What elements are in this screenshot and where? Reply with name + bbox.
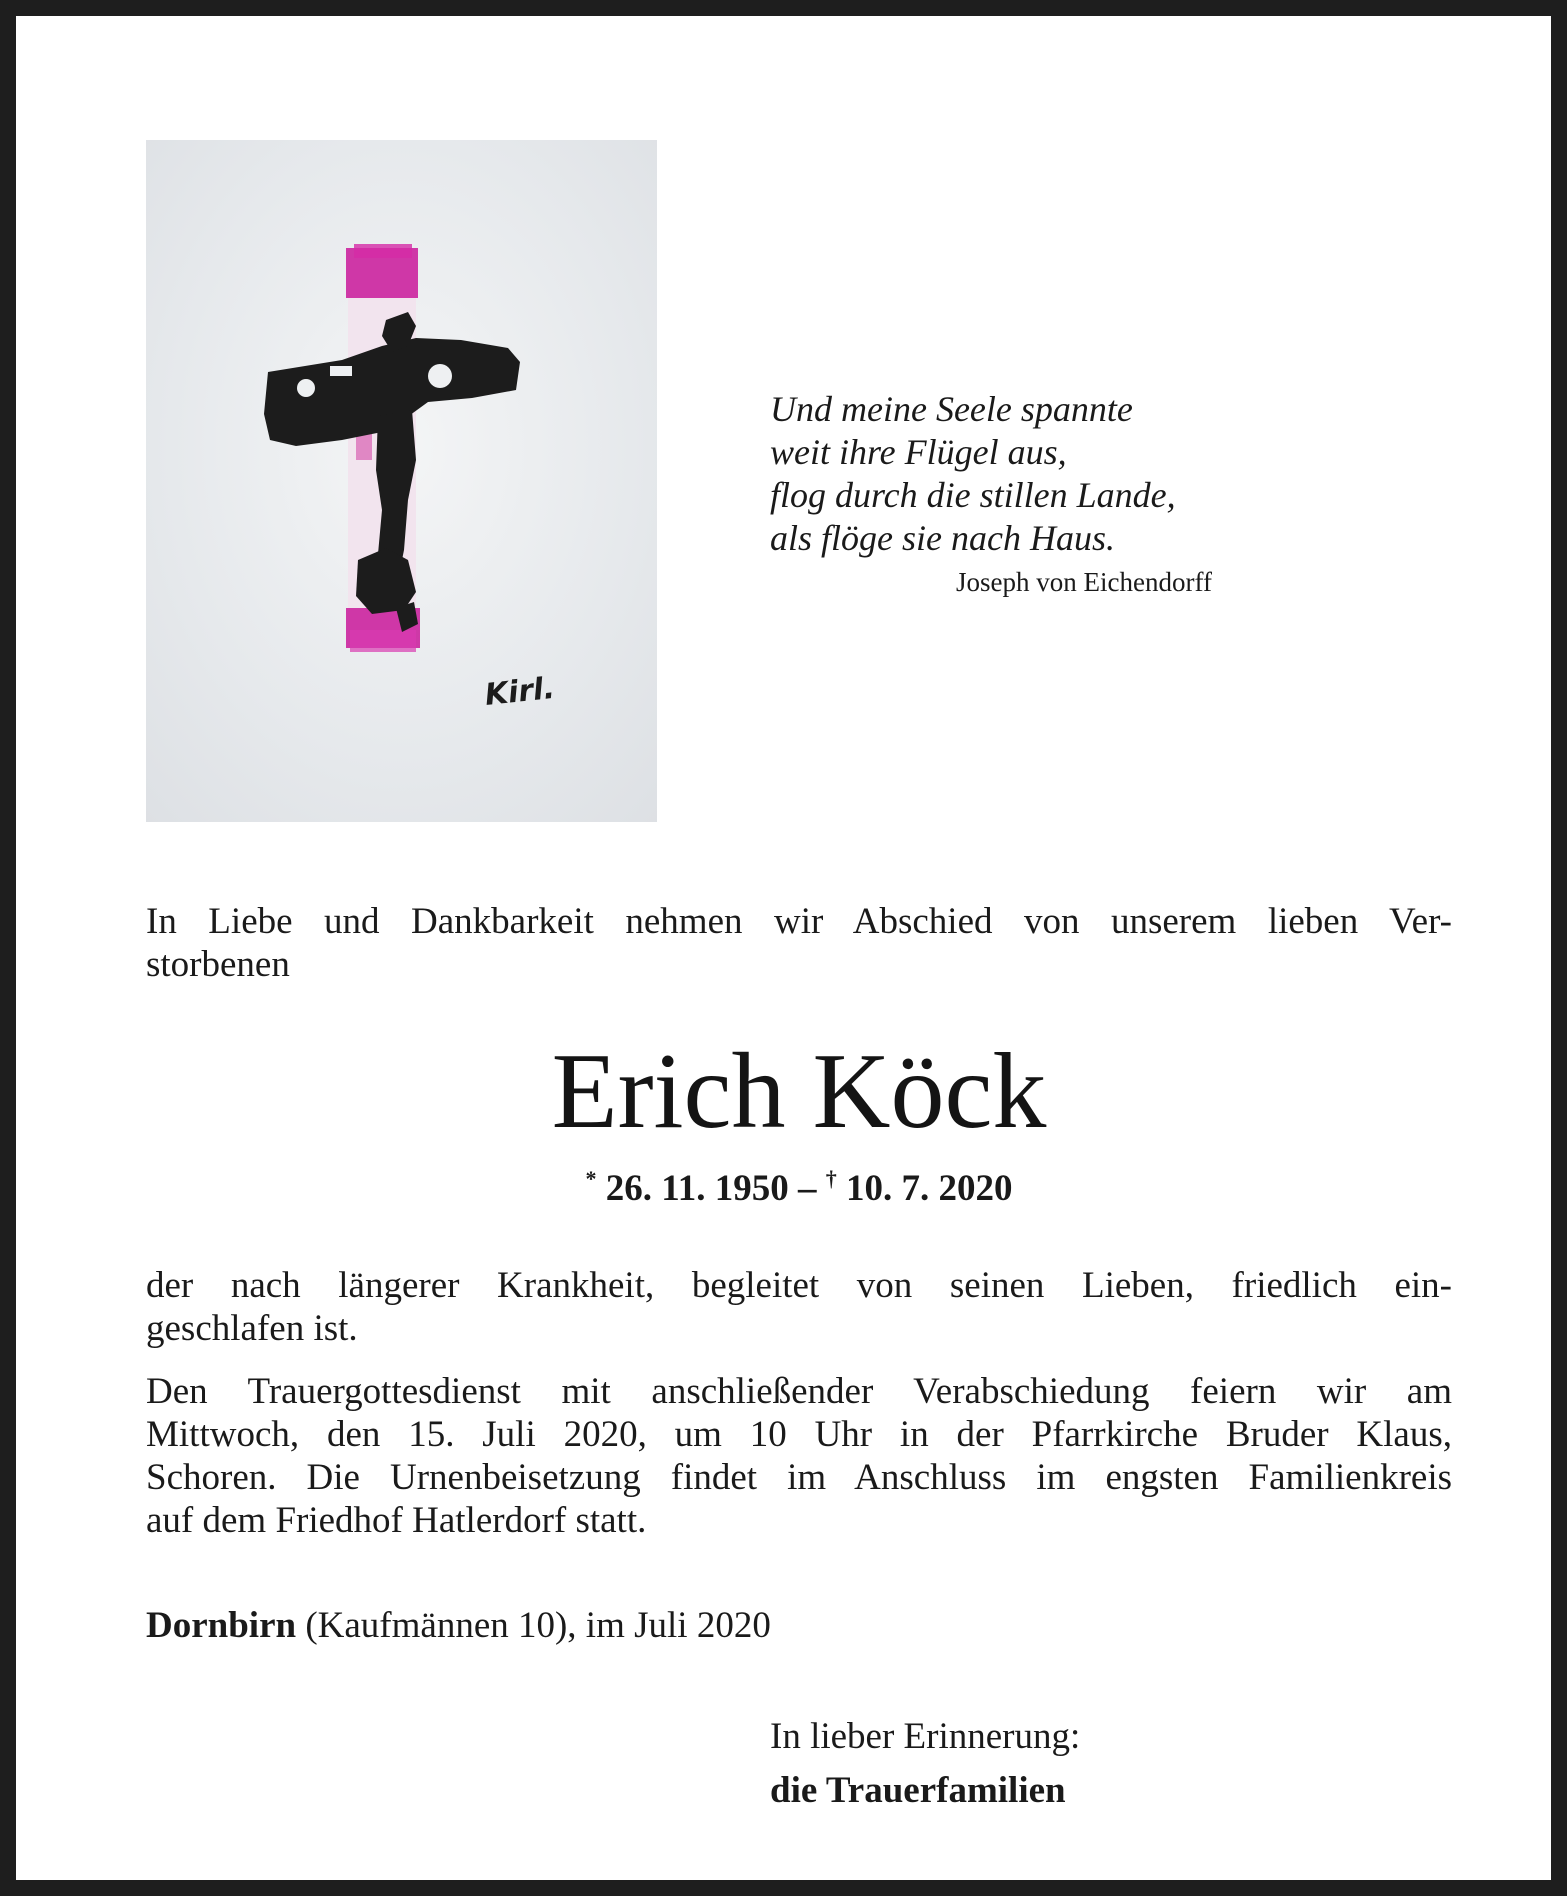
passing-text bbox=[146, 1264, 1452, 1350]
closing-signature bbox=[770, 1710, 1080, 1818]
poem-line: weit ihre Flügel aus, bbox=[770, 432, 1067, 472]
poem-line: flog durch die stillen Lande, bbox=[770, 475, 1176, 515]
service-line: auf dem Friedhof Hatlerdorf statt. bbox=[146, 1500, 647, 1541]
poem-line: als flöge sie nach Haus. bbox=[770, 518, 1115, 558]
death-symbol: † bbox=[825, 1166, 837, 1191]
service-line: Mittwoch, den 15. Juli 2020, um 10 Uhr in der Pfarrkirche Bruder Klaus, bbox=[146, 1414, 1452, 1455]
address-date: (Kaufmännen 10), im Juli 2020 bbox=[296, 1605, 771, 1646]
intro-line: In Liebe und Dankbarkeit nehmen wir Abschied von unserem lieben Ver- bbox=[146, 901, 1452, 942]
life-dates bbox=[146, 1156, 1452, 1212]
deceased-name: Erich Köck bbox=[551, 1032, 1047, 1151]
intro-line: storbenen bbox=[146, 944, 290, 985]
cross-painting bbox=[146, 140, 657, 822]
artist-signature: Kirl. bbox=[483, 670, 557, 713]
poem-line: Und meine Seele spannte bbox=[770, 389, 1133, 429]
date-separator: – bbox=[797, 1168, 817, 1209]
closing-line: In lieber Erinnerung: bbox=[770, 1716, 1081, 1757]
place-date-line bbox=[146, 1603, 771, 1649]
service-line: Den Trauergottesdienst mit anschließender Verabschiedung feiern wir am bbox=[146, 1371, 1452, 1412]
birth-date: 26. 11. 1950 bbox=[605, 1168, 789, 1209]
poem-author: Joseph von Eichendorff bbox=[956, 567, 1212, 597]
service-line: Schoren. Die Urnenbeisetzung findet im Anschluss im engsten Familienkreis bbox=[146, 1457, 1452, 1498]
passing-line: der nach längerer Krankheit, begleitet von seinen Lieben, friedlich ein- bbox=[146, 1265, 1452, 1306]
intro-text bbox=[146, 900, 1452, 986]
death-date: 10. 7. 2020 bbox=[845, 1168, 1013, 1209]
service-text bbox=[146, 1370, 1452, 1542]
cross-painting-svg bbox=[146, 140, 657, 822]
passing-line: geschlafen ist. bbox=[146, 1308, 358, 1349]
city-name: Dornbirn bbox=[146, 1605, 297, 1646]
poem-quote bbox=[770, 388, 1230, 600]
birth-symbol: * bbox=[585, 1166, 597, 1191]
family-signature: die Trauerfamilien bbox=[770, 1770, 1066, 1811]
